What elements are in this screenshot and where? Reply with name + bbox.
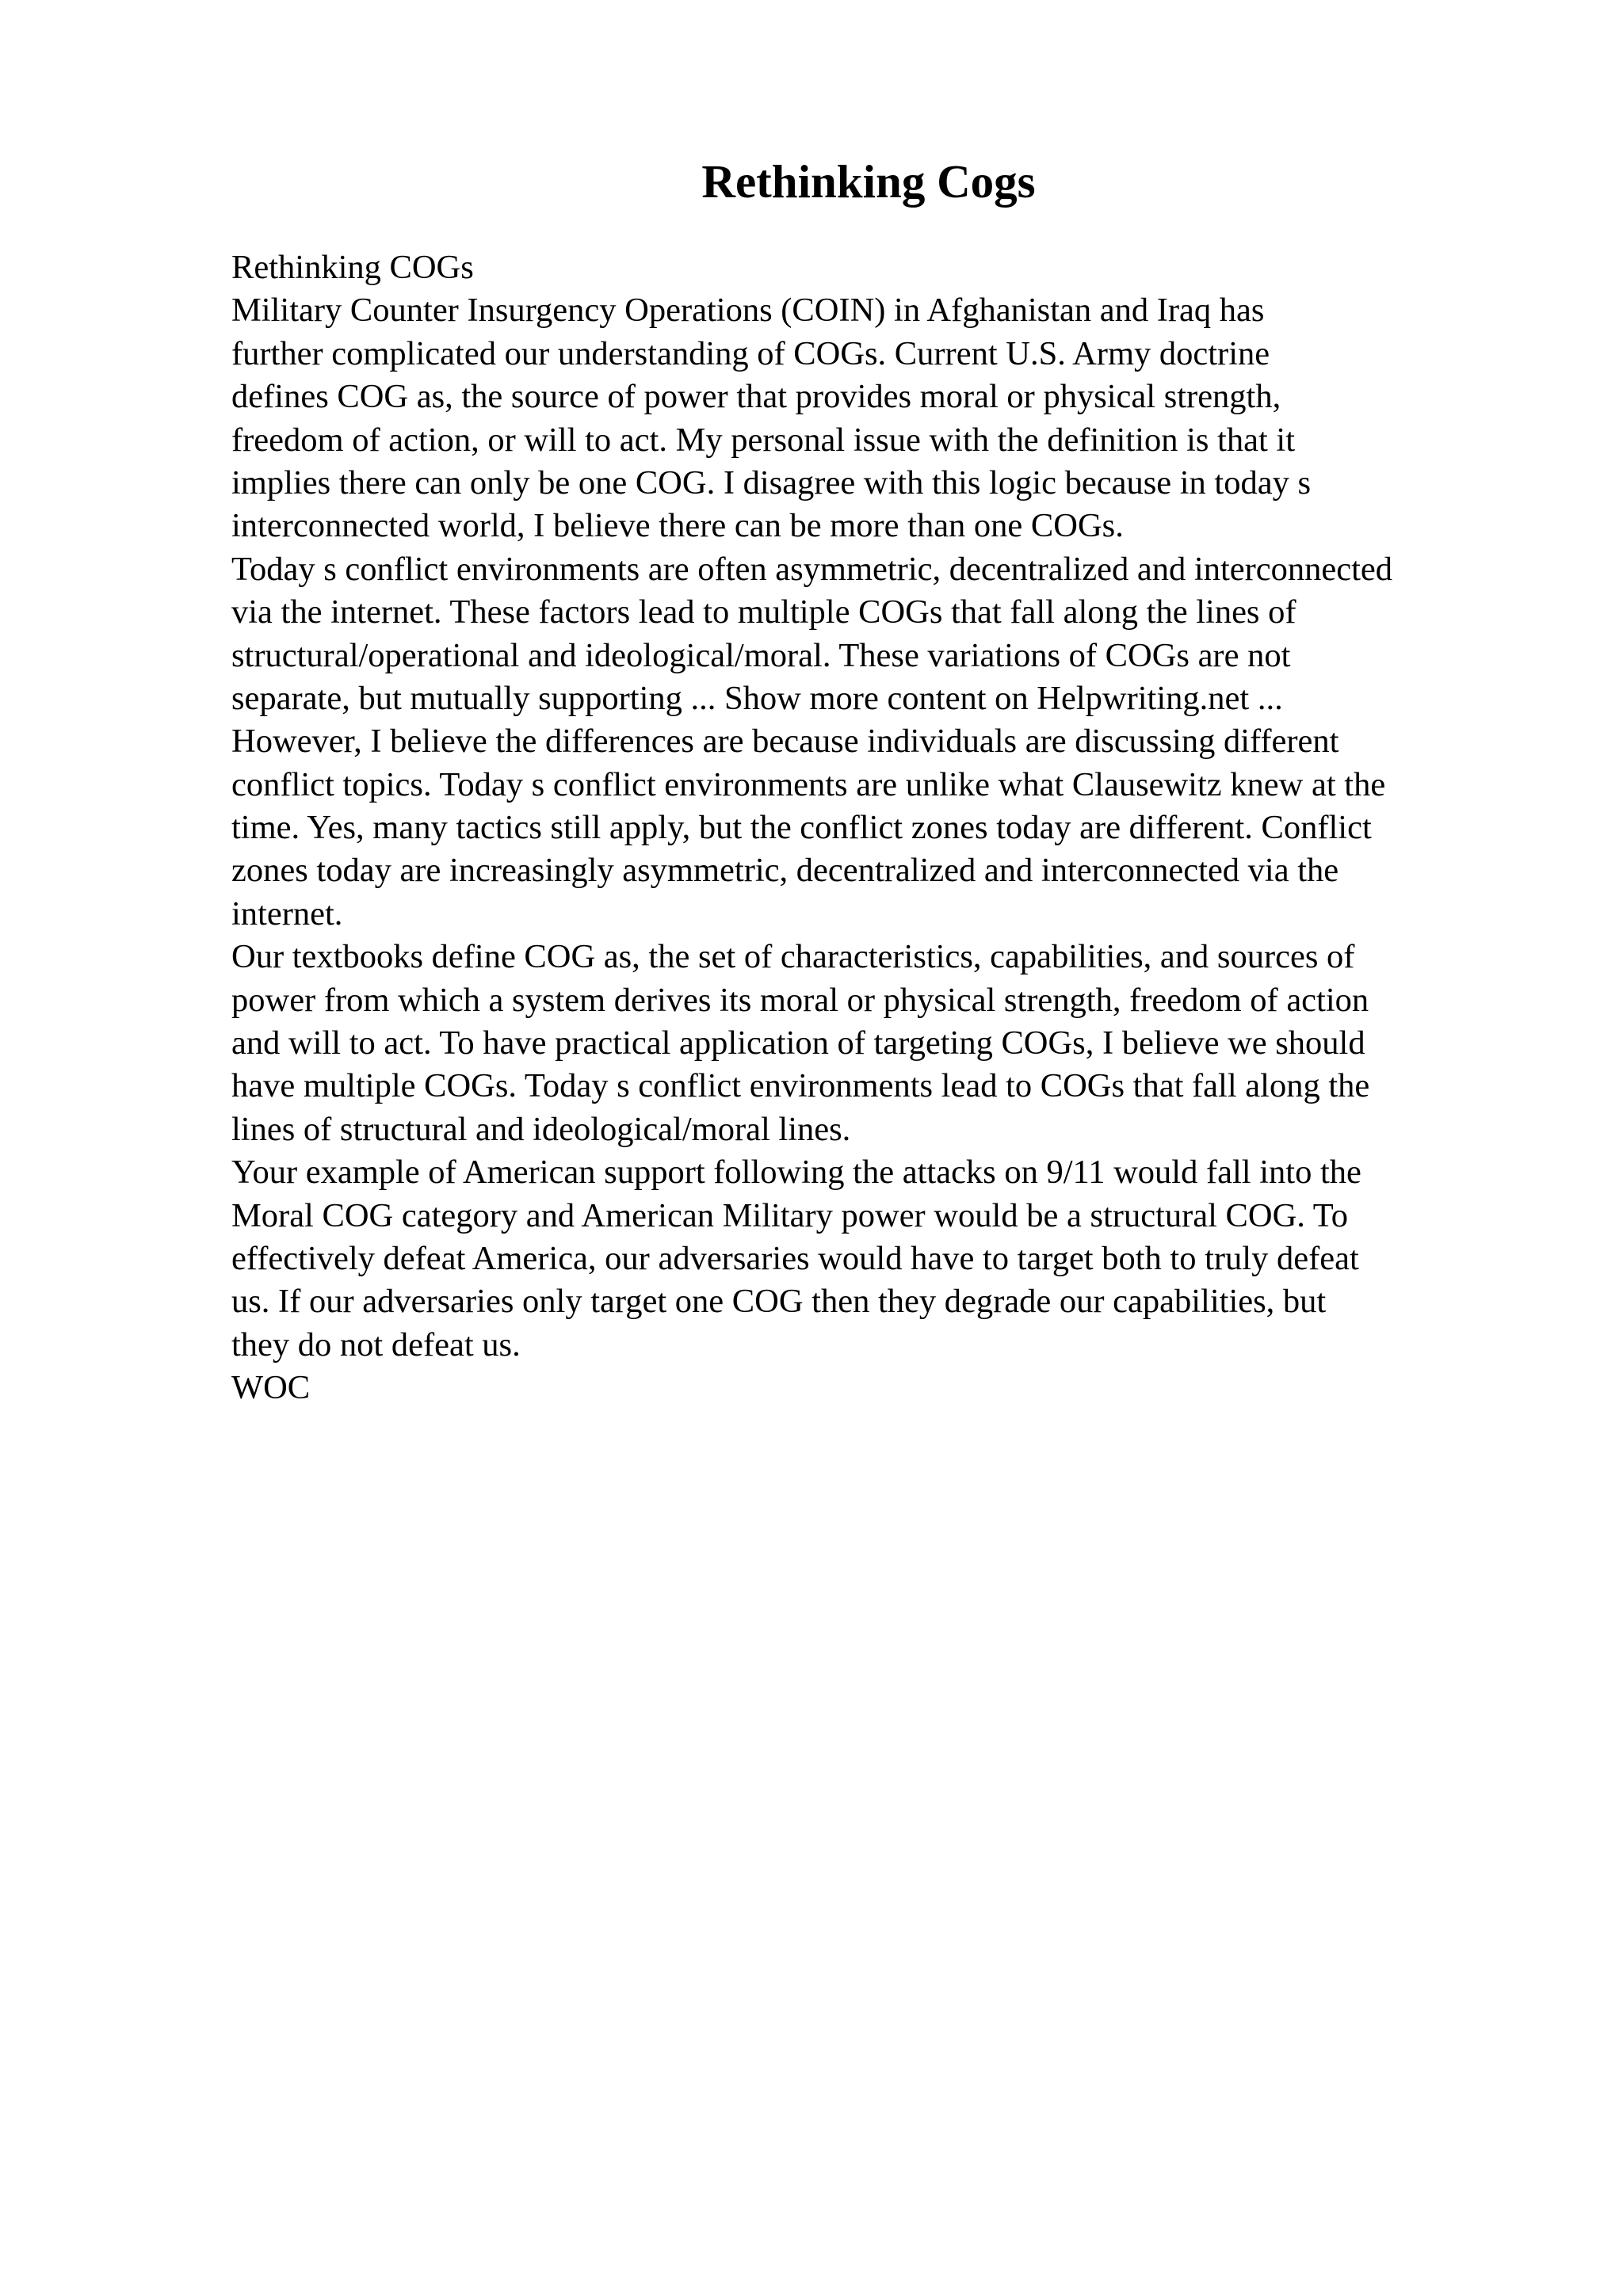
body-line: zones today are increasingly asymmetric, decentralized and interconnected via the	[231, 852, 1339, 890]
body-line: and will to act. To have practical application of targeting COGs, I believe we should	[231, 1024, 1365, 1062]
body-line: via the internet. These factors lead to multiple COGs that fall along the lines of	[231, 593, 1296, 631]
body-line: freedom of action, or will to act. My personal issue with the definition is that it	[231, 421, 1296, 459]
body-line: structural/operational and ideological/moral. These variations of COGs are not	[231, 636, 1291, 674]
body-line: implies there can only be one COG. I disagree with this logic because in today s	[231, 463, 1312, 502]
body-line: defines COG as, the source of power that provides moral or physical strength,	[231, 378, 1281, 416]
body-line: internet.	[231, 894, 343, 933]
body-line: separate, but mutually supporting ... Show more content on Helpwriting.net ...	[231, 679, 1283, 717]
body-line: further complicated our understanding of COGs. Current U.S. Army doctrine	[231, 334, 1270, 372]
body-line: they do not defeat us.	[231, 1325, 521, 1363]
body-line: Your example of American support following the attacks on 9/11 would fall into the	[231, 1154, 1361, 1192]
body-line: power from which a system derives its moral or physical strength, freedom of action	[231, 981, 1369, 1019]
body-line: Today s conflict environments are often asymmetric, decentralized and interconnected	[231, 550, 1393, 588]
body-line: Moral COG category and American Military power would be a structural COG. To	[231, 1196, 1349, 1234]
body-line: have multiple COGs. Today s conflict environments lead to COGs that fall along the	[231, 1067, 1370, 1105]
body-line: time. Yes, many tactics still apply, but the conflict zones today are different. Conflict	[231, 809, 1372, 847]
body-line: WOC	[231, 1369, 311, 1407]
body-line: effectively defeat America, our adversaries would have to target both to truly defeat	[231, 1239, 1359, 1277]
body-line: lines of structural and ideological/moral lines.	[231, 1110, 851, 1148]
body-line: Military Counter Insurgency Operations (COIN) in Afghanistan and Iraq has	[231, 292, 1265, 330]
body-line: However, I believe the differences are because individuals are discussing different	[231, 723, 1339, 761]
document-title: Rethinking Cogs	[701, 155, 1036, 208]
body-line: Our textbooks define COG as, the set of characteristics, capabilities, and sources of	[231, 938, 1355, 976]
body-line: Rethinking COGs	[231, 249, 474, 286]
document-body	[231, 246, 1594, 1410]
body-line: conflict topics. Today s conflict environments are unlike what Clausewitz knew at the	[231, 765, 1386, 803]
body-line: interconnected world, I believe there can be more than one COGs.	[231, 507, 1124, 545]
body-line: us. If our adversaries only target one COG then they degrade our capabilities, but	[231, 1283, 1327, 1321]
